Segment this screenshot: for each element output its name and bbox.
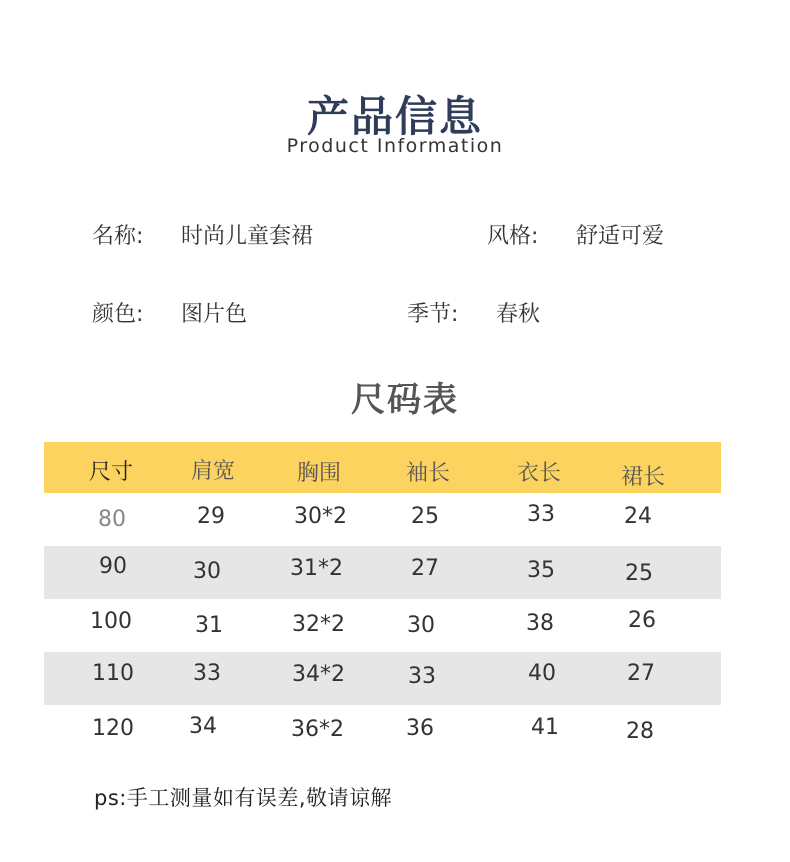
- table-cell-skirt: 28: [626, 719, 654, 744]
- table-cell-size: 110: [92, 661, 134, 686]
- table-cell-skirt: 24: [624, 504, 652, 529]
- table-cell-sleeve: 27: [411, 556, 439, 581]
- table-cell-length: 40: [528, 661, 556, 686]
- color-label: 颜色:: [92, 302, 144, 327]
- table-cell-chest: 32*2: [292, 612, 345, 637]
- table-cell-chest: 36*2: [291, 717, 344, 742]
- page-subtitle: Product Information: [286, 135, 504, 157]
- column-header-length: 衣长: [517, 461, 562, 486]
- column-header-size: 尺寸: [89, 460, 134, 485]
- page-title: 产品信息: [306, 92, 483, 141]
- column-header-chest: 胸围: [297, 461, 342, 486]
- table-row: [44, 599, 721, 652]
- table-cell-length: 38: [526, 611, 554, 636]
- size-chart-title: 尺码表: [351, 380, 459, 420]
- table-cell-length: 33: [527, 502, 555, 527]
- column-header-sleeve: 袖长: [406, 461, 451, 486]
- table-cell-skirt: 25: [625, 561, 653, 586]
- table-cell-skirt: 27: [627, 661, 655, 686]
- table-cell-sleeve: 25: [411, 504, 439, 529]
- table-cell-size: 120: [92, 716, 134, 741]
- column-header-skirt: 裙长: [621, 465, 666, 490]
- table-cell-chest: 34*2: [292, 662, 345, 687]
- color-value: 图片色: [181, 302, 248, 327]
- table-cell-length: 35: [527, 558, 555, 583]
- table-cell-size: 90: [99, 554, 127, 579]
- table-cell-shoulder: 29: [197, 504, 225, 529]
- table-cell-size: 80: [98, 507, 126, 532]
- table-cell-shoulder: 30: [193, 559, 221, 584]
- size-chart-header-row: [44, 442, 721, 493]
- table-row: [44, 705, 721, 758]
- table-cell-shoulder: 31: [195, 613, 223, 638]
- table-cell-size: 100: [90, 609, 132, 634]
- table-cell-sleeve: 33: [408, 664, 436, 689]
- table-row: [44, 546, 721, 599]
- style-label: 风格:: [487, 224, 539, 249]
- table-cell-shoulder: 33: [193, 661, 221, 686]
- table-cell-sleeve: 36: [406, 716, 434, 741]
- column-header-shoulder: 肩宽: [191, 459, 236, 484]
- name-value: 时尚儿童套裙: [181, 224, 314, 249]
- size-chart-table: [44, 442, 721, 758]
- season-label: 季节:: [407, 302, 459, 327]
- table-row: [44, 493, 721, 546]
- table-cell-length: 41: [531, 715, 559, 740]
- table-cell-skirt: 26: [628, 608, 656, 633]
- measurement-note: ps:手工测量如有误差,敬请谅解: [94, 786, 393, 810]
- name-label: 名称:: [92, 224, 144, 249]
- table-cell-chest: 31*2: [290, 556, 343, 581]
- season-value: 春秋: [496, 302, 541, 327]
- style-value: 舒适可爱: [576, 224, 665, 249]
- table-cell-shoulder: 34: [189, 714, 217, 739]
- table-cell-chest: 30*2: [294, 504, 347, 529]
- table-row: [44, 652, 721, 705]
- table-cell-sleeve: 30: [407, 613, 435, 638]
